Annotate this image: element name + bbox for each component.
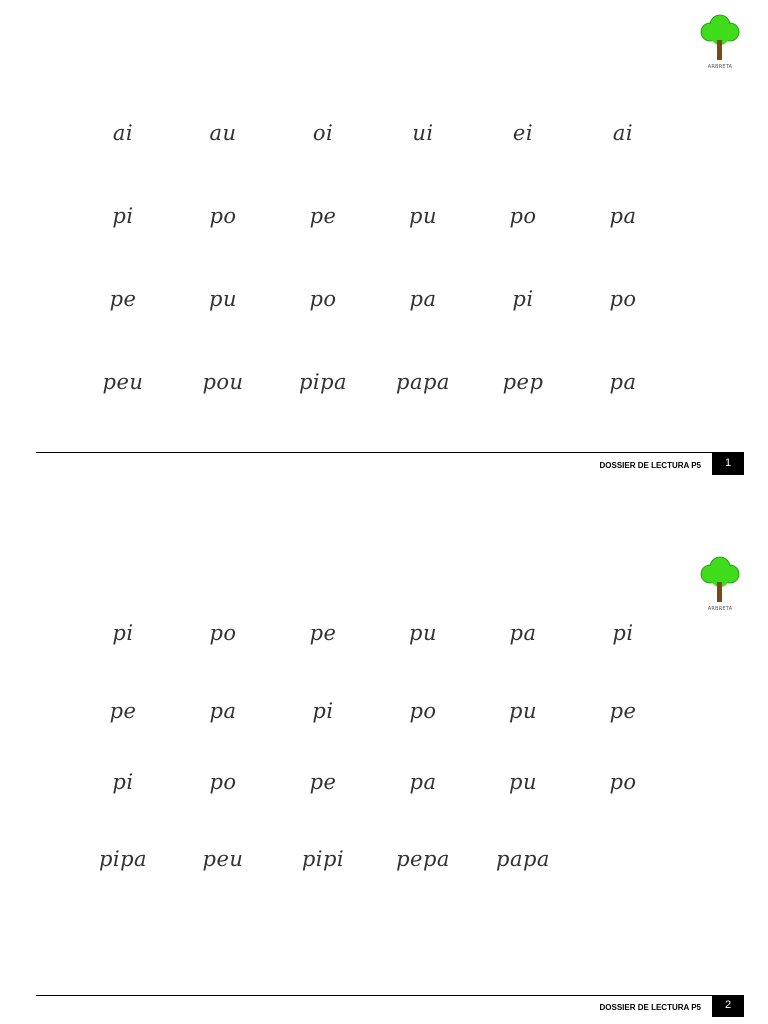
syllable: po	[209, 770, 237, 794]
syllable: pi	[512, 287, 534, 311]
word: pa	[609, 370, 637, 394]
syllable: pi	[112, 621, 134, 645]
syllable: pa	[609, 204, 637, 228]
syllable: ui	[412, 121, 434, 145]
footer-title: DOSSIER DE LECTURA P5	[599, 461, 701, 470]
syllable: po	[609, 770, 637, 794]
syllable: pu	[509, 699, 537, 723]
document-page-2	[0, 512, 768, 1024]
syllable: pu	[409, 204, 437, 228]
footer-divider	[36, 452, 744, 453]
syllable: pi	[612, 621, 634, 645]
word: peu	[202, 847, 244, 871]
syllable: po	[209, 204, 237, 228]
syllable: pu	[209, 287, 237, 311]
tree-logo	[696, 556, 744, 612]
syllable: pe	[309, 770, 337, 794]
footer-divider	[36, 995, 744, 996]
logo-text: ARBRETA	[707, 606, 733, 612]
word: pepa	[396, 847, 450, 871]
logo-text: ARBRETA	[707, 64, 733, 70]
tree-icon	[696, 14, 744, 64]
syllable: pu	[409, 621, 437, 645]
syllable: pe	[309, 621, 337, 645]
tree-icon	[696, 556, 744, 606]
syllable: au	[209, 121, 237, 145]
word-row	[73, 839, 673, 879]
syllable: pe	[109, 699, 137, 723]
syllable: pa	[409, 770, 437, 794]
word: pou	[202, 370, 244, 394]
word: papa	[396, 370, 450, 394]
syllable: ei	[512, 121, 534, 145]
syllable: po	[609, 287, 637, 311]
syllable: oi	[312, 121, 334, 145]
footer-title: DOSSIER DE LECTURA P5	[599, 1003, 701, 1012]
page-number: 2	[712, 995, 744, 1017]
syllable: po	[509, 204, 537, 228]
syllable: pi	[112, 770, 134, 794]
syllable: po	[209, 621, 237, 645]
syllable-row	[73, 613, 673, 653]
syllable: pa	[209, 699, 237, 723]
word: papa	[496, 847, 550, 871]
syllable: ai	[612, 121, 634, 145]
syllable: pe	[109, 287, 137, 311]
page-number: 1	[712, 453, 744, 475]
syllable: pu	[509, 770, 537, 794]
tree-logo	[696, 14, 744, 70]
syllable-row	[73, 113, 673, 153]
word: pipi	[301, 847, 345, 871]
syllable: pe	[609, 699, 637, 723]
syllable: pi	[312, 699, 334, 723]
syllable-row	[73, 691, 673, 731]
syllable-row	[73, 196, 673, 236]
syllable: pe	[309, 204, 337, 228]
syllable: po	[409, 699, 437, 723]
word: pep	[502, 370, 544, 394]
syllable: pa	[409, 287, 437, 311]
word-row	[73, 362, 673, 402]
syllable-row	[73, 762, 673, 802]
syllable: ai	[112, 121, 134, 145]
word: peu	[102, 370, 144, 394]
syllable-row	[73, 279, 673, 319]
word: pipa	[98, 847, 148, 871]
syllable: pa	[509, 621, 537, 645]
syllable: po	[309, 287, 337, 311]
word: pipa	[298, 370, 348, 394]
syllable: pi	[112, 204, 134, 228]
